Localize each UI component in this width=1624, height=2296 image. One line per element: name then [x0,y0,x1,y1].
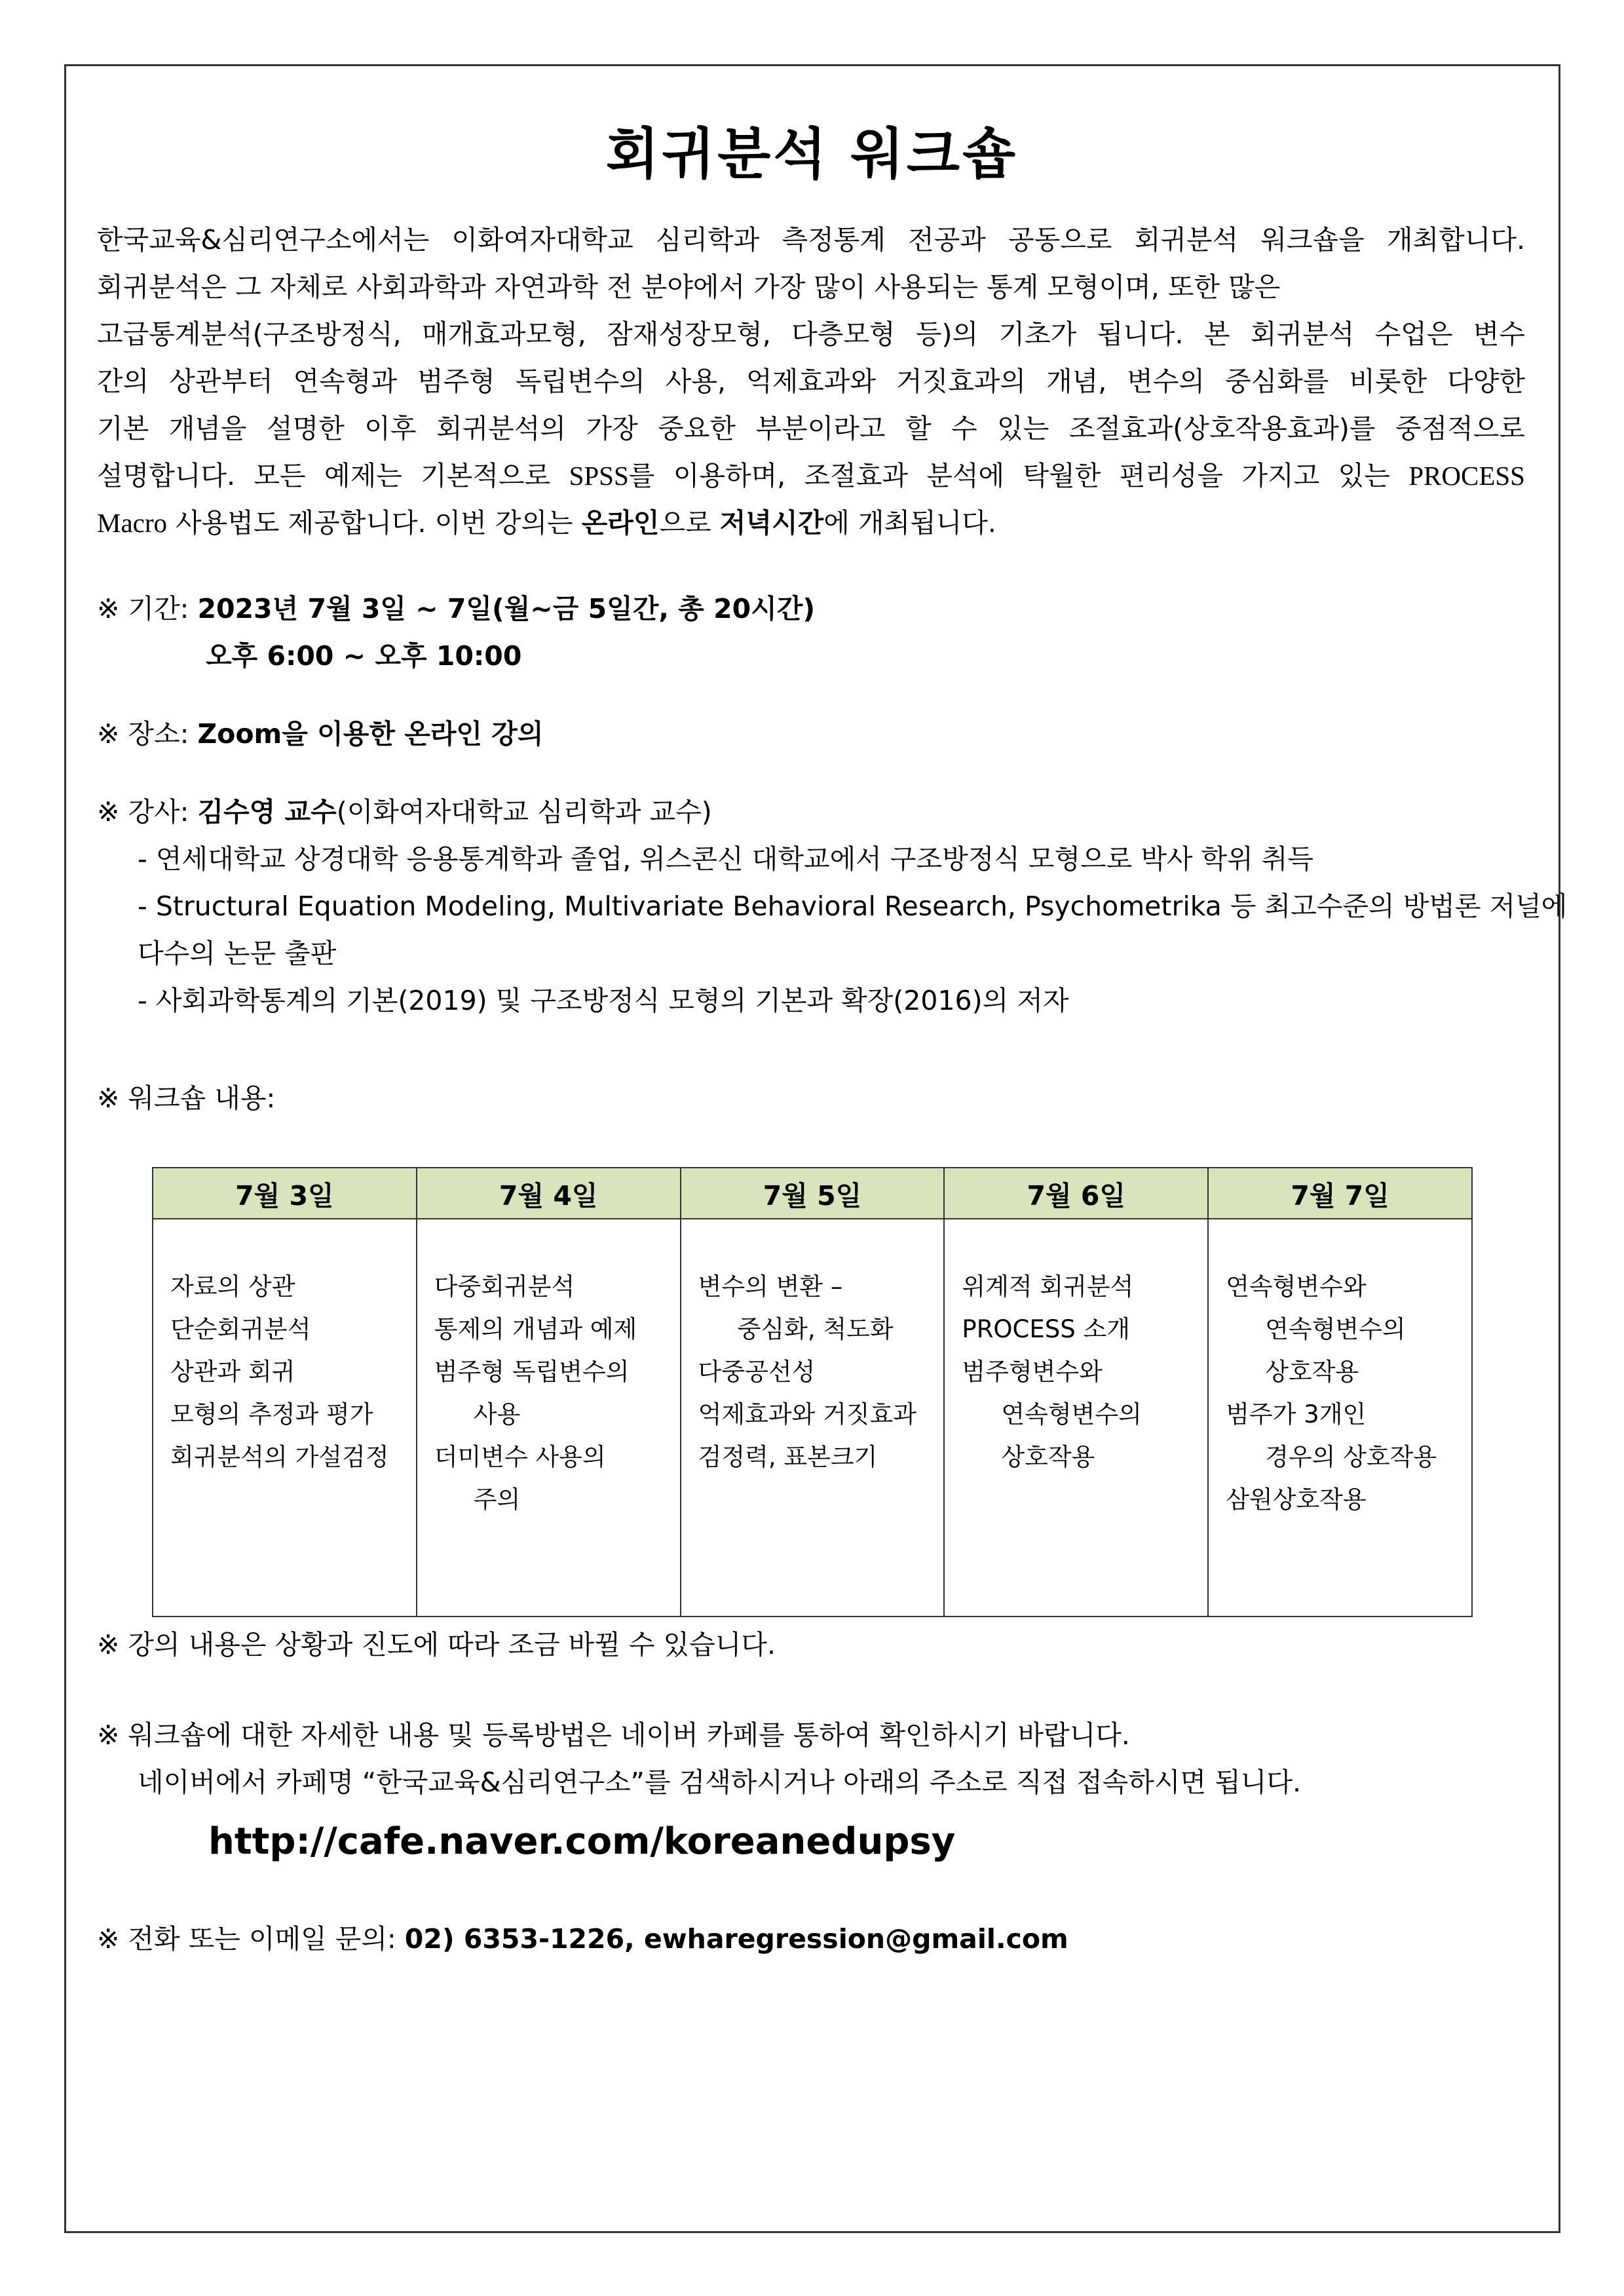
schedule-topic: 연속형변수의 [1001,1400,1142,1428]
venue-section [97,710,544,757]
schedule-topic: 다중회귀분석 [434,1272,575,1301]
content-label: ※ 워크숍 내용: [97,1082,276,1114]
schedule-topic: 자료의 상관 [170,1272,295,1301]
schedule-table [152,1167,1473,1617]
schedule-topic: 위계적 회귀분석 [962,1272,1134,1301]
schedule-header-day: 7월 7일 [1208,1168,1472,1219]
spss-text: SPSS [569,461,629,491]
instructor-bullet: - 연세대학교 상경대학 응용통계학과 졸업, 위스콘신 대학교에서 구조방정식 모형으로 박사 학위 취득 [138,843,1314,875]
instructor-bullet: - Structural Equation Modeling, Multivariate Behavioral Research, Psychometrika 등 최고수준의 방법론 저널에 [138,890,1568,922]
schedule-cell [681,1219,945,1617]
notice-text: ※ 강의 내용은 상황과 진도에 따라 조금 바뀔 수 있습니다. [97,1629,776,1660]
schedule-topic: 범주형변수와 [962,1358,1103,1386]
schedule-topic: 상관과 회귀 [170,1358,295,1386]
schedule-header-day: 7월 5일 [681,1168,945,1219]
schedule-topic: 경우의 상호작용 [1265,1443,1437,1471]
online-emphasis: 온라인 [581,507,660,539]
schedule-topic: 범주형 독립변수의 [434,1358,630,1386]
evening-emphasis: 저녁시간 [719,507,824,539]
schedule-header-day: 7월 4일 [417,1168,681,1219]
instructor-bullet: 다수의 논문 출판 [138,938,337,969]
intro-text: 으로 [659,507,720,539]
schedule-topic: 변수의 변환 – [698,1272,843,1301]
cafe-line: 네이버에서 카페명 “한국교육&심리연구소”를 검색하시거나 아래의 주소로 직접 접속하시면 됩니다. [138,1767,1301,1798]
period-time: 오후 6:00 ~ 오후 10:00 [206,640,522,672]
schedule-header-day: 7월 6일 [944,1168,1208,1219]
schedule-topic: 단순회귀분석 [170,1315,311,1343]
schedule-header-row [153,1168,1472,1219]
intro-line: 회귀분석은 그 자체로 사회과학과 자연과학 전 분야에서 가장 많이 사용되는 통계 모형이며, 또한 많은 [97,271,1281,303]
schedule-topic: 다중공선성 [698,1358,816,1386]
schedule-topic: 더미변수 사용의 [434,1443,606,1471]
schedule-topic: 사용 [473,1400,521,1428]
schedule-topic: 범주가 3개인 [1226,1400,1367,1428]
intro-line: 간의 상관부터 연속형과 범주형 독립변수의 사용, 억제효과와 거짓효과의 개념, 변수의 중심화를 비롯한 다양한 [97,366,1525,397]
intro-text: 설명합니다. 모든 예제는 기본적으로 [97,460,569,491]
schedule-topic: 상호작용 [1001,1443,1095,1471]
page-title: 회귀분석 워크숍 [605,122,1019,186]
intro-text: 를 이용하며, 조절효과 분석에 탁월한 편리성을 가지고 있는 [628,460,1409,491]
instructor-affiliation: (이화여자대학교 심리학과 교수) [336,796,712,828]
schedule-topic: 연속형변수의 [1265,1315,1406,1343]
schedule-topic: 통제의 개념과 예제 [434,1315,637,1343]
intro-paragraph [97,216,1525,546]
intro-line: 고급통계분석(구조방정식, 매개효과모형, 잠재성장모형, 다층모형 등)의 기초가 됩니다. 본 회귀분석 수업은 변수 [97,318,1525,350]
macro-text: Macro [97,508,168,538]
schedule-topic: PROCESS 소개 [962,1315,1130,1343]
schedule-topic: 중심화, 척도화 [737,1315,894,1343]
cafe-line: ※ 워크숍에 대한 자세한 내용 및 등록방법은 네이버 카페를 통하여 확인하시기 바랍니다. [97,1719,1130,1751]
schedule-topic: 삼원상호작용 [1226,1485,1367,1514]
schedule-cell [1208,1219,1472,1617]
schedule-topic: 모형의 추정과 평가 [170,1400,373,1428]
schedule-cell [417,1219,681,1617]
instructor-name: 김수영 교수 [197,796,337,828]
schedule-content-row [153,1219,1472,1617]
intro-line [97,499,1525,546]
period-section [97,585,815,679]
intro-line: 한국교육&심리연구소에서는 이화여자대학교 심리학과 측정통계 전공과 공동으로 회귀분석 워크숍을 개최합니다. [97,224,1525,256]
schedule-topic: 연속형변수와 [1226,1272,1367,1301]
schedule-header-day: 7월 3일 [153,1168,417,1219]
schedule-topic: 억제효과와 거짓효과 [698,1400,917,1428]
venue-label: ※ 장소: [97,718,198,750]
cafe-url-link[interactable]: http://cafe.naver.com/koreanedupsy [208,1820,956,1863]
intro-line: 기본 개념을 설명한 이후 회귀분석의 가장 중요한 부분이라고 할 수 있는 조절효과(상호작용효과)를 중점적으로 [97,413,1525,444]
schedule-topic: 상호작용 [1265,1358,1359,1386]
cafe-section [97,1712,1301,1806]
intro-text: 에 개최됩니다. [823,507,996,539]
schedule-cell [944,1219,1208,1617]
schedule-topic: 회귀분석의 가설검정 [170,1443,389,1471]
contact-value: 02) 6353-1226, ewharegression@gmail.com [404,1923,1068,1955]
schedule-topic: 검정력, 표본크기 [698,1443,878,1471]
period-label: ※ 기간: [97,593,198,624]
instructor-bullet: - 사회과학통계의 기본(2019) 및 구조방정식 모형의 기본과 확장(2016)의 저자 [138,985,1069,1016]
schedule-cell [153,1219,417,1617]
contact-label: ※ 전화 또는 이메일 문의: [97,1923,405,1955]
intro-text: 사용법도 제공합니다. 이번 강의는 [167,507,582,539]
venue-value: Zoom을 이용한 온라인 강의 [197,718,544,750]
instructor-label: ※ 강사: [97,796,198,828]
schedule-topic: 주의 [473,1485,521,1514]
contact-section [97,1915,1068,1962]
period-dates: 2023년 7월 3일 ~ 7일(월~금 5일간, 총 20시간) [197,593,816,624]
instructor-section [97,788,1567,1024]
intro-line [97,452,1525,499]
process-text: PROCESS [1408,461,1525,491]
